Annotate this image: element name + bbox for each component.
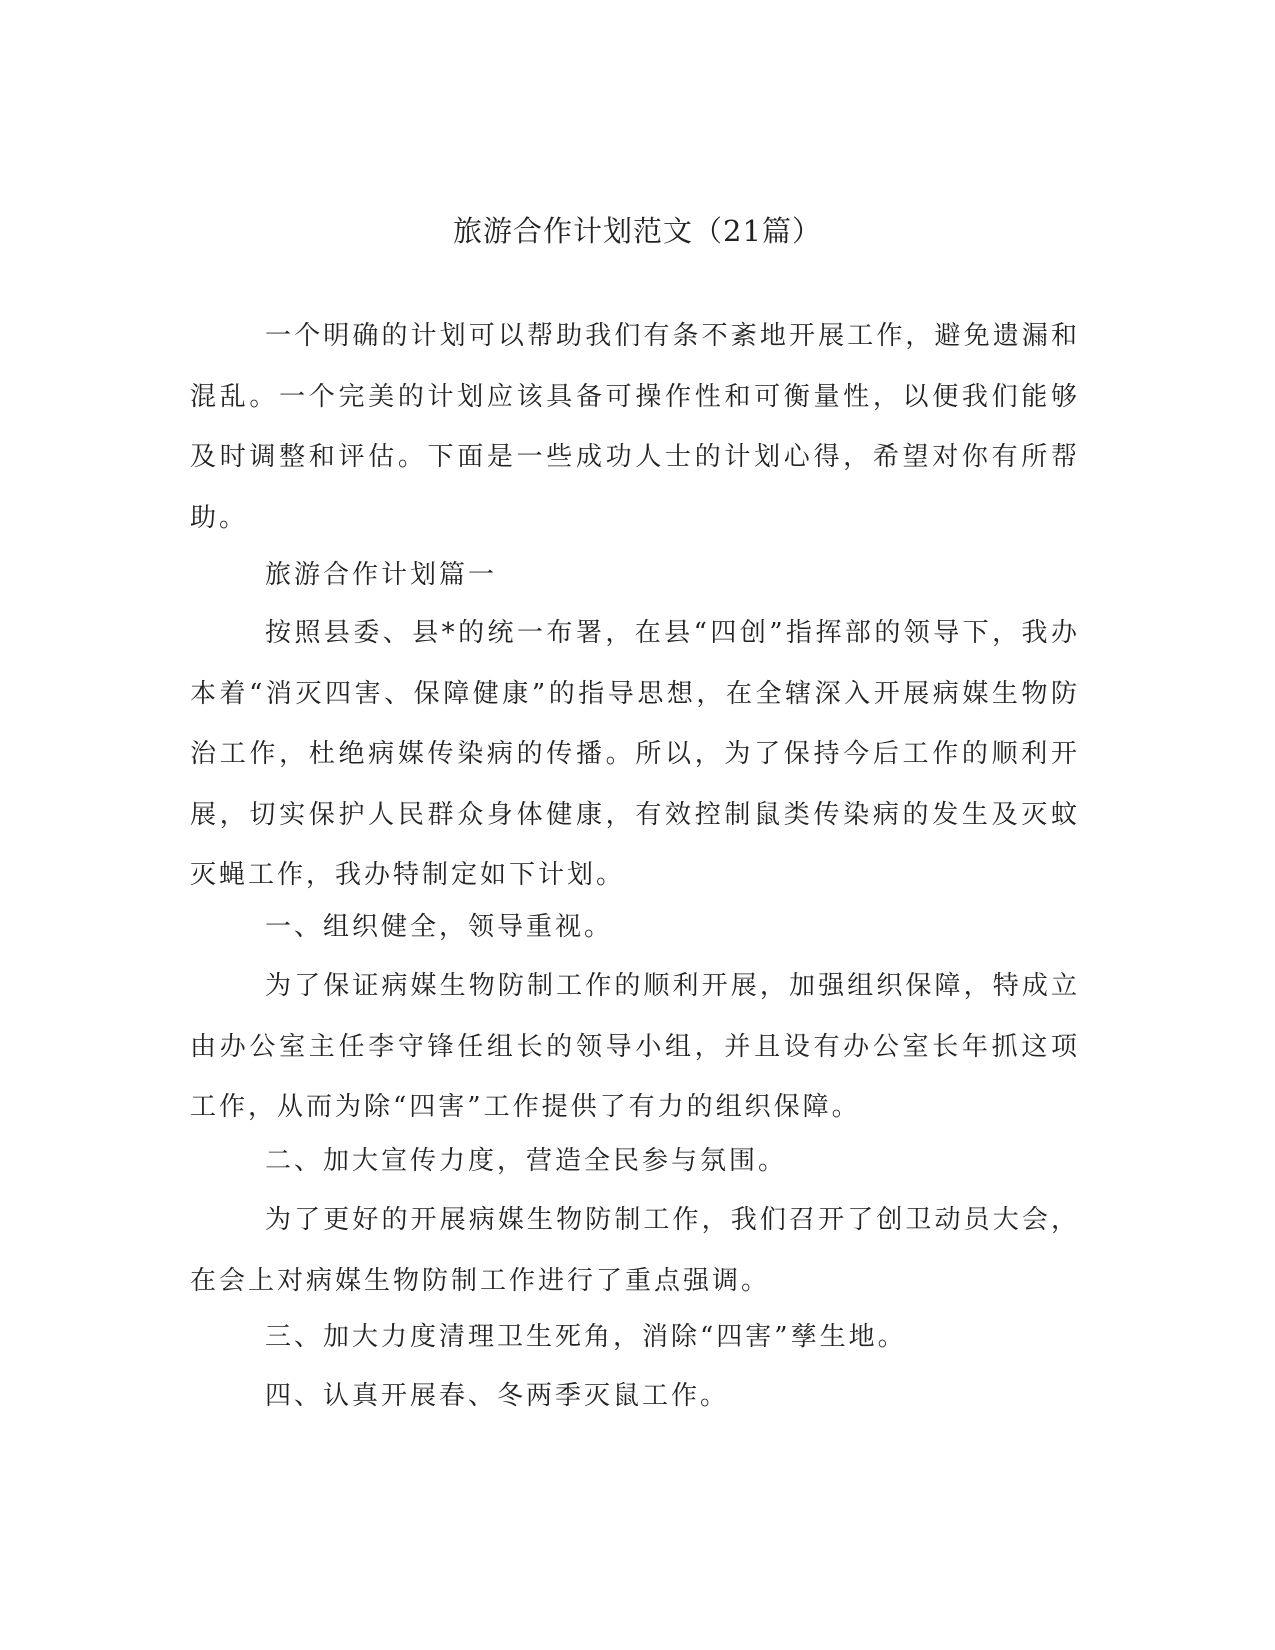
item-one-paragraph: 为了保证病媒生物防制工作的顺利开展，加强组织保障，特成立由办公室主任李守锋任组长的领导小组，并且设有办公室长年抓这项工作，从而为除“四害”工作提供了有力的组织保障。 <box>190 971 1080 1122</box>
item-four-heading: 四、认真开展春、冬两季灭鼠工作。 <box>265 1381 730 1411</box>
item-one-heading: 一、组织健全，领导重视。 <box>265 912 614 942</box>
document-title: 旅游合作计划范文（21篇） <box>453 214 822 248</box>
intro-paragraph: 一个明确的计划可以帮助我们有条不紊地开展工作，避免遗漏和混乱。一个完美的计划应该具备可操作性和可衡量性，以便我们能够及时调整和评估。下面是一些成功人士的计划心得，希望对你有所帮助。 <box>190 321 1080 533</box>
item-two-heading: 二、加大宣传力度，营造全民参与氛围。 <box>265 1146 788 1176</box>
background-paragraph: 按照县委、县*的统一布署，在县“四创”指挥部的领导下，我办本着“消灭四害、保障健康”的指导思想，在全辖深入开展病媒生物防治工作，杜绝病媒传染病的传播。所以，为了保持今后工作的顺利开展，切实保护人民群众身体健康，有效控制鼠类传染病的发生及灭蚊灭蝇工作，我办特制定如下计划。 <box>190 618 1080 890</box>
item-three-heading: 三、加大力度清理卫生死角，消除“四害”孳生地。 <box>265 1322 907 1352</box>
item-two-paragraph: 为了更好的开展病媒生物防制工作，我们召开了创卫动员大会，在会上对病媒生物防制工作进行了重点强调。 <box>190 1205 1080 1296</box>
section-heading-part-one: 旅游合作计划篇一 <box>265 560 498 590</box>
